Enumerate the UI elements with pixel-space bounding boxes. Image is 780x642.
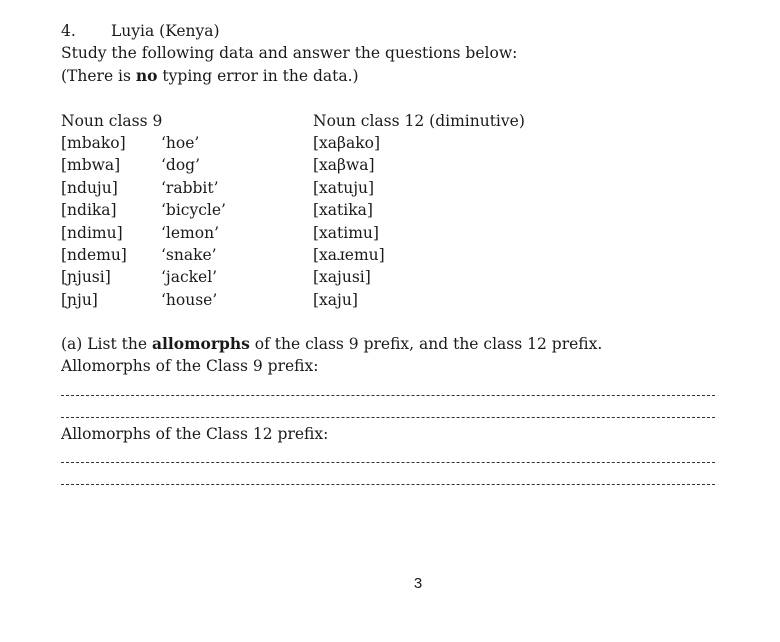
gloss: ‘bicycle’ (161, 201, 226, 220)
gloss: ‘hoe’ (161, 134, 200, 152)
table-row (0, 199, 780, 221)
class9-form: [mbako] (61, 134, 126, 152)
gloss: ‘rabbit’ (161, 178, 219, 197)
class9-form: [ɲju] (61, 290, 98, 309)
table-row (0, 177, 780, 199)
table-row (0, 154, 780, 176)
answer-line-class12-1[interactable] (61, 462, 715, 463)
header-class12: Noun class 12 (diminutive) (313, 112, 525, 130)
class12-form: [xaɹemu] (313, 245, 385, 264)
answer-line-class9-1[interactable] (61, 395, 715, 396)
class12-form: [xaju] (313, 290, 358, 309)
class9-form: [ndemu] (61, 245, 127, 264)
instruction-text: Study the following data and answer the questions below: (61, 44, 518, 62)
gloss: ‘lemon’ (161, 223, 219, 242)
page-number: 3 (413, 575, 423, 592)
class9-allomorphs-label: Allomorphs of the Class 9 prefix: (61, 357, 319, 375)
gloss: ‘snake’ (161, 245, 217, 264)
class9-form: [ndimu] (61, 223, 123, 242)
table-row (0, 266, 780, 288)
gloss: ‘jackel’ (161, 268, 218, 287)
header-class9: Noun class 9 (61, 112, 163, 130)
class9-form: [nduju] (61, 178, 118, 197)
gloss: ‘house’ (161, 290, 218, 309)
answer-line-class9-2[interactable] (61, 417, 715, 418)
class12-form: [xatuju] (313, 178, 375, 197)
table-row (0, 244, 780, 266)
class12-form: [xaβwa] (313, 156, 375, 175)
gloss: ‘dog’ (161, 156, 201, 175)
note-text: (There is no typing error in the data.) (61, 66, 359, 85)
class12-form: [xajusi] (313, 268, 371, 287)
data-table (0, 132, 780, 311)
table-row (0, 132, 780, 154)
class12-form: [xaβako] (313, 134, 381, 152)
table-row (0, 222, 780, 244)
class12-form: [xatimu] (313, 223, 379, 242)
table-row (0, 289, 780, 311)
class9-form: [ɲjusi] (61, 268, 111, 287)
class9-form: [mbwa] (61, 156, 121, 175)
question-number: 4. (61, 22, 76, 40)
class9-form: [ndika] (61, 201, 117, 220)
class12-allomorphs-label: Allomorphs of the Class 12 prefix: (61, 425, 329, 443)
class12-form: [xatika] (313, 201, 373, 220)
part-a-question: (a) List the allomorphs of the class 9 prefix, and the class 12 prefix. (61, 334, 603, 353)
question-title: Luyia (Kenya) (111, 22, 220, 40)
answer-line-class12-2[interactable] (61, 484, 715, 485)
